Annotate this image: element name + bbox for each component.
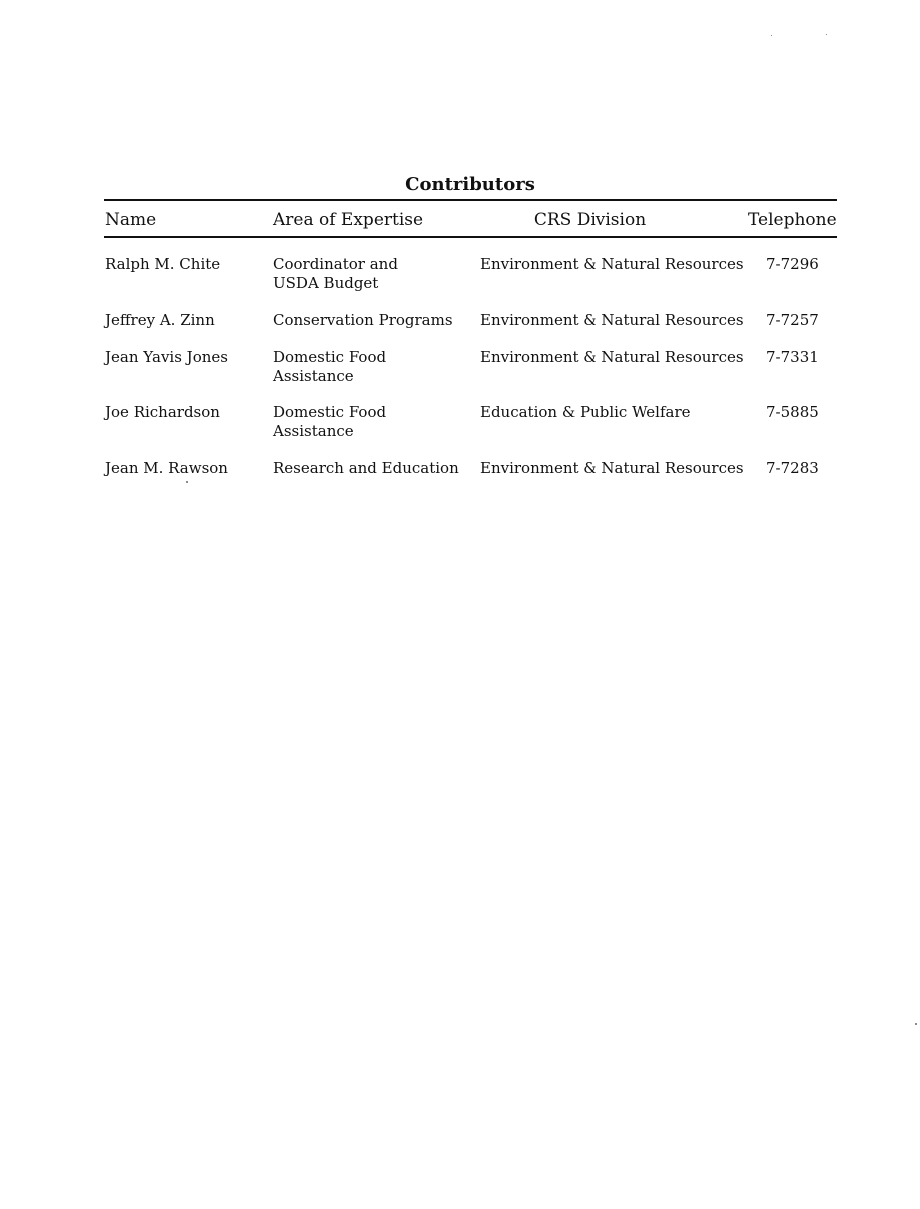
table-cell-name: Ralph M. Chite xyxy=(105,255,221,273)
table-cell-division: Environment & Natural Resources xyxy=(480,348,744,366)
table-cell-area: Coordinator and USDA Budget xyxy=(273,255,398,292)
table-cell-telephone: 7-7283 xyxy=(766,459,819,477)
page-title: Contributors xyxy=(405,174,535,195)
table-cell-division: Environment & Natural Resources xyxy=(480,255,744,273)
header-area-of-expertise: Area of Expertise xyxy=(273,210,424,230)
scan-speck xyxy=(915,1023,917,1025)
table-cell-telephone: 7-5885 xyxy=(766,403,819,421)
table-cell-area: Domestic Food Assistance xyxy=(273,403,387,440)
table-cell-name: Jean Yavis Jones xyxy=(105,348,228,366)
table-cell-name: Jean M. Rawson xyxy=(105,459,228,477)
table-cell-name: Jeffrey A. Zinn xyxy=(105,311,215,329)
table-cell-division: Environment & Natural Resources xyxy=(480,311,744,329)
table-cell-area: Research and Education xyxy=(273,459,459,477)
table-cell-division: Education & Public Welfare xyxy=(480,403,691,421)
scan-speck xyxy=(186,481,188,483)
scan-speck xyxy=(826,34,827,35)
table-top-rule xyxy=(104,199,837,201)
table-cell-telephone: 7-7331 xyxy=(766,348,819,366)
table-cell-name: Joe Richardson xyxy=(105,403,220,421)
table-header-rule xyxy=(104,236,837,238)
table-cell-area: Conservation Programs xyxy=(273,311,453,329)
header-telephone: Telephone xyxy=(748,210,837,230)
table-cell-division: Environment & Natural Resources xyxy=(480,459,744,477)
table-cell-telephone: 7-7257 xyxy=(766,311,819,329)
table-cell-area: Domestic Food Assistance xyxy=(273,348,387,385)
scan-speck xyxy=(771,35,772,36)
table-cell-telephone: 7-7296 xyxy=(766,255,819,273)
header-name: Name xyxy=(105,210,157,230)
header-crs-division: CRS Division xyxy=(533,210,647,230)
